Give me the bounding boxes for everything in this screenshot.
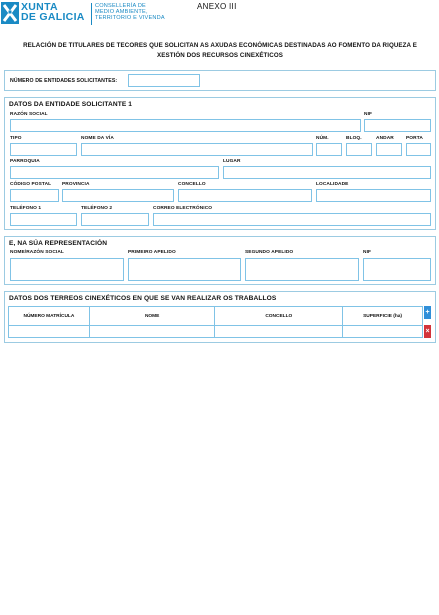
num-input[interactable] (316, 143, 342, 156)
department-line-1: CONSELLERÍA DE (95, 3, 146, 9)
telefono1-input[interactable] (10, 213, 77, 226)
cell-superficie-input[interactable] (343, 326, 423, 338)
department-line-2: MEDIO AMBIENTE, (95, 9, 148, 16)
remove-row-button[interactable]: × (424, 325, 431, 338)
codigo-postal-label: CÓDIGO POSTAL (10, 182, 52, 187)
tipo-input[interactable] (10, 143, 77, 156)
telefono1-label: TELÉFONO 1 (10, 206, 42, 211)
parroquia-label: PARROQUIA (10, 159, 40, 164)
title-line-2: XESTIÓN DOS RECURSOS CINEXÉTICOS (157, 51, 283, 59)
provincia-input[interactable] (62, 189, 174, 202)
codigo-postal-input[interactable] (10, 189, 59, 202)
col-superficie: SUPERFICIE (ha) (343, 307, 423, 326)
representation-section-title: E, NA SÚA REPRESENTACIÓN (9, 240, 108, 247)
cell-nome-input[interactable] (89, 326, 215, 338)
terrains-section-title: DATOS DOS TERREOS CINEXÉTICOS EN QUE SE VAN REALIZAR OS TRABALLOS (9, 295, 277, 302)
localidade-input[interactable] (316, 189, 431, 202)
rep-nome-label: NOME/RAZÓN SOCIAL (10, 250, 64, 255)
logo-divider (91, 3, 92, 25)
table-row (9, 326, 423, 338)
representation-section (4, 236, 436, 285)
rep-apelido2-label: SEGUNDO APELIDO (245, 250, 294, 255)
document-title (10, 41, 430, 60)
rep-nif-input[interactable] (363, 258, 431, 281)
title-line-1: RELACIÓN DE TITULARES DE TECORES QUE SOLICITAN AS AXUDAS ECONÓMICAS DESTINADAS AO FOMENTO DA RIQUEZA E (23, 42, 417, 49)
department-line-3: TERRITORIO E VIVENDA (95, 15, 165, 22)
lugar-input[interactable] (223, 166, 431, 179)
lugar-label: LUGAR (223, 159, 241, 164)
xunta-cross-logo-icon (1, 2, 19, 24)
concello-label: CONCELLO (178, 182, 206, 187)
entity-count-section (4, 70, 436, 91)
nif-label: NIF (364, 112, 373, 117)
bloq-label: BLOQ. (346, 136, 362, 141)
andar-label: ANDAR (376, 136, 394, 141)
col-nome: NOME (89, 307, 215, 326)
terrains-table-header (9, 307, 423, 326)
nome-via-input[interactable] (81, 143, 313, 156)
correo-label: CORREO ELECTRÓNICO (153, 206, 213, 211)
rep-nome-input[interactable] (10, 258, 124, 281)
nif-input[interactable] (364, 119, 431, 132)
annex-label: ANEXO III (197, 2, 237, 11)
entity-data-section (4, 97, 436, 230)
cell-numero-matricula-input[interactable] (9, 326, 90, 338)
cell-concello-input[interactable] (215, 326, 343, 338)
rep-nif-label: NIF (363, 250, 372, 255)
rep-apelido1-label: PRIMEIRO APELIDO (128, 250, 176, 255)
concello-input[interactable] (178, 189, 312, 202)
andar-input[interactable] (376, 143, 402, 156)
tipo-label: TIPO (10, 136, 22, 141)
col-concello: CONCELLO (215, 307, 343, 326)
telefono2-input[interactable] (81, 213, 149, 226)
logo-line-2: DE GALICIA (21, 11, 85, 23)
porta-label: PORTA (406, 136, 423, 141)
page-header (0, 0, 439, 32)
entity-count-label: NÚMERO DE ENTIDADES SOLICITANTES: (10, 78, 118, 84)
provincia-label: PROVINCIA (62, 182, 90, 187)
entity-section-title: DATOS DA ENTIDADE SOLICITANTE 1 (9, 101, 133, 108)
num-label: NÚM. (316, 136, 329, 141)
rep-apelido1-input[interactable] (128, 258, 241, 281)
rep-apelido2-input[interactable] (245, 258, 359, 281)
parroquia-input[interactable] (10, 166, 219, 179)
bloq-input[interactable] (346, 143, 372, 156)
terrains-table (8, 306, 423, 338)
porta-input[interactable] (406, 143, 431, 156)
telefono2-label: TELÉFONO 2 (81, 206, 113, 211)
add-row-button[interactable]: + (424, 306, 431, 319)
col-numero-matricula: NÚMERO MATRÍCULA (9, 307, 90, 326)
nome-via-label: NOME DA VÍA (81, 136, 114, 141)
localidade-label: LOCALIDADE (316, 182, 349, 187)
correo-input[interactable] (153, 213, 431, 226)
razon-social-input[interactable] (10, 119, 361, 132)
entity-count-input[interactable] (128, 74, 200, 87)
department-name (95, 3, 165, 22)
razon-social-label: RAZÓN SOCIAL (10, 112, 48, 117)
xunta-logo-text (21, 2, 85, 22)
logo-line-1: XUNTA (21, 1, 58, 13)
